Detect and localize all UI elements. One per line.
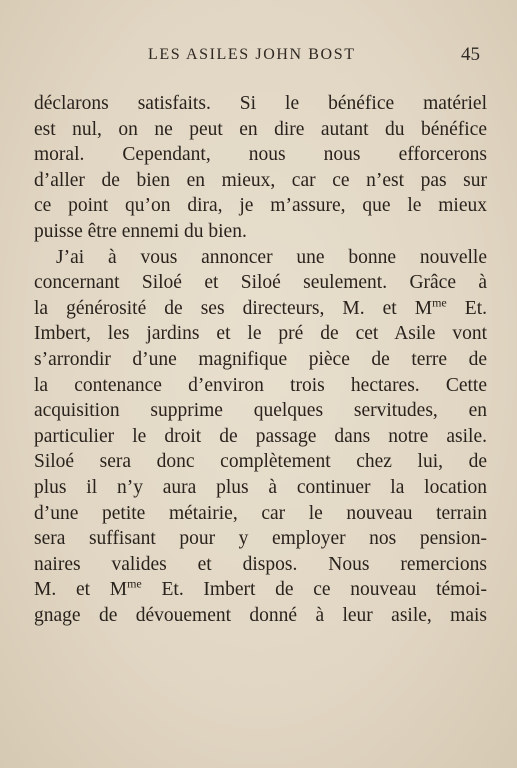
- text-line: plus il n’y aura plus à continuer la location: [34, 476, 487, 498]
- text-line: concernant Siloé et Siloé seulement. Grâce à: [34, 272, 487, 294]
- running-head: [0, 46, 517, 70]
- page-number: 45: [461, 44, 480, 65]
- text-line: J’ai à vous annoncer une bonne nouvelle: [56, 246, 487, 268]
- text-line: gnage de dévouement donné à leur asile, mais: [34, 604, 487, 626]
- text-line: d’aller de bien en mieux, car ce n’est pas sur: [34, 169, 487, 191]
- text-line: déclarons satisfaits. Si le bénéfice matériel: [34, 93, 487, 114]
- text-line: s’arrondir d’une magnifique pièce de terre de: [34, 348, 487, 370]
- running-title: LES ASILES JOHN BOST: [148, 46, 356, 63]
- text-line: naires valides et dispos. Nous remercions: [34, 553, 487, 575]
- text-line: ce point qu’on dira, je m’assure, que le mieux: [34, 195, 487, 217]
- text-line: Siloé sera donc complètement chez lui, de: [34, 451, 487, 473]
- text-line: la contenance d’environ trois hectares. Cette: [34, 374, 487, 396]
- text-line: la générosité de ses directeurs, M. et $M^{me}$ Et.: [34, 295, 487, 319]
- body-text: [34, 91, 487, 628]
- text-line: Imbert, les jardins et le pré de cet Asile vont: [34, 323, 487, 345]
- text-line: moral. Cependant, nous nous efforcerons: [34, 144, 487, 166]
- text-line: d’une petite métairie, car le nouveau terrain: [34, 502, 487, 524]
- text-line: est nul, on ne peut en dire autant du bénéfice: [34, 118, 487, 140]
- text-line: acquisition supprime quelques servitudes, en: [34, 400, 487, 422]
- text-line: particulier le droit de passage dans notre asile.: [34, 425, 487, 447]
- text-line: M. et $M^{me}$ Et. Imbert de ce nouveau témoi-: [34, 576, 487, 601]
- text-line: sera suffisant pour y employer nos pension-: [34, 528, 487, 550]
- text-line: puisse être ennemi du bien.: [34, 220, 247, 242]
